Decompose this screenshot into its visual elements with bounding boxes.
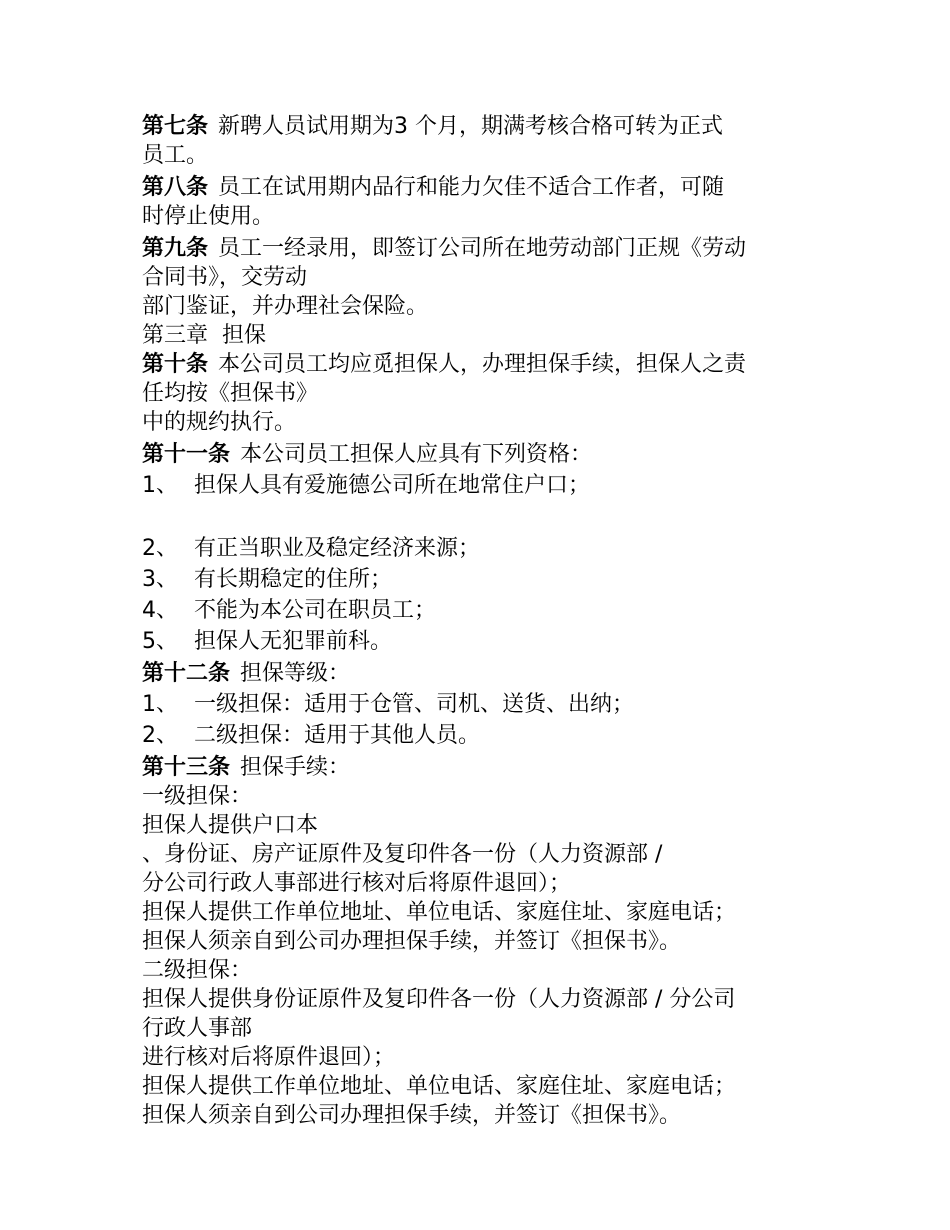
list-item-number: 3、	[142, 567, 178, 592]
article-9-label: 第九条	[142, 236, 209, 261]
article-13-text-line: 担保人提供身份证原件及复印件各一份（人力资源部 / 分公司	[142, 987, 736, 1012]
list-item-number: 2、	[142, 536, 178, 561]
list-item	[142, 721, 822, 750]
article-12-text: 担保等级：	[240, 661, 351, 686]
document-page	[142, 112, 822, 1130]
list-item-text: 二级担保：适用于其他人员。	[194, 723, 481, 748]
list-item	[142, 565, 822, 594]
list-item-number: 5、	[142, 629, 178, 654]
article-11-text: 本公司员工担保人应具有下列资格：	[240, 442, 593, 467]
article-7	[142, 112, 822, 141]
article-9-text-line: 部门鉴证，并办理社会保险。	[142, 294, 429, 319]
article-13-text: 担保手续：	[240, 755, 351, 780]
article-13-text-line: 分公司行政人事部进行核对后将原件退回）；	[142, 871, 572, 896]
list-item-text: 担保人无犯罪前科。	[194, 629, 393, 654]
list-item	[142, 690, 822, 719]
list-item-text: 有长期稳定的住所；	[194, 567, 393, 592]
list-item-text: 不能为本公司在职员工；	[194, 598, 437, 623]
article-10-label: 第十条	[142, 352, 209, 377]
list-item-number: 1、	[142, 473, 178, 498]
article-7-text-line: 新聘人员试用期为3 个月，期满考核合格可转为正式	[218, 114, 724, 139]
article-13-text-line: 担保人须亲自到公司办理担保手续，并签订《担保书》。	[142, 1103, 682, 1128]
list-item	[142, 627, 822, 656]
article-9-text-line: 员工一经录用，即签订公司所在地劳动部门正规《劳动	[218, 236, 747, 261]
list-item	[142, 596, 822, 625]
list-item-number: 1、	[142, 692, 178, 717]
article-11	[142, 440, 822, 469]
article-13-text-line: 一级担保：	[142, 784, 253, 809]
article-13	[142, 753, 822, 782]
article-13-text-line: 二级担保：	[142, 958, 253, 983]
article-7-label: 第七条	[142, 114, 209, 139]
list-item-number: 2、	[142, 723, 178, 748]
article-9-text-line: 合同书》，交劳动	[142, 265, 308, 290]
article-12	[142, 659, 822, 688]
article-13-text-line: 担保人须亲自到公司办理担保手续，并签订《担保书》。	[142, 929, 682, 954]
article-10	[142, 350, 822, 379]
article-9	[142, 234, 822, 263]
article-13-text-line: 担保人提供户口本	[142, 813, 319, 838]
article-10-text-line: 本公司员工均应觅担保人，办理担保手续，担保人之责	[218, 352, 747, 377]
article-13-text-line: 、身份证、房产证原件及复印件各一份（人力资源部 /	[142, 842, 663, 867]
article-13-text-line: 进行核对后将原件退回）；	[142, 1045, 396, 1070]
article-13-label: 第十三条	[142, 755, 231, 780]
list-item-text: 担保人具有爱施德公司所在地常住户口；	[194, 473, 591, 498]
article-8	[142, 173, 822, 202]
article-13-text-line: 行政人事部	[142, 1016, 253, 1041]
article-11-label: 第十一条	[142, 442, 231, 467]
chapter-3-heading: 第三章 担保	[142, 323, 266, 348]
list-item	[142, 534, 822, 563]
article-12-label: 第十二条	[142, 661, 231, 686]
article-13-text-line: 担保人提供工作单位地址、单位电话、家庭住址、家庭电话；	[142, 900, 737, 925]
list-item-text: 有正当职业及稳定经济来源；	[194, 536, 481, 561]
article-8-text-line: 员工在试用期内品行和能力欠佳不适合工作者，可随	[218, 175, 725, 200]
blank-line	[142, 500, 822, 532]
article-7-text-line: 员工。	[142, 143, 209, 168]
article-8-text-line: 时停止使用。	[142, 204, 275, 229]
list-item-number: 4、	[142, 598, 178, 623]
article-13-text-line: 担保人提供工作单位地址、单位电话、家庭住址、家庭电话；	[142, 1074, 737, 1099]
list-item	[142, 471, 822, 500]
article-10-text-line: 任均按《担保书》	[142, 381, 319, 406]
article-10-text-line: 中的规约执行。	[142, 410, 297, 435]
list-item-text: 一级担保：适用于仓管、司机、送货、出纳；	[194, 692, 635, 717]
article-8-label: 第八条	[142, 175, 209, 200]
